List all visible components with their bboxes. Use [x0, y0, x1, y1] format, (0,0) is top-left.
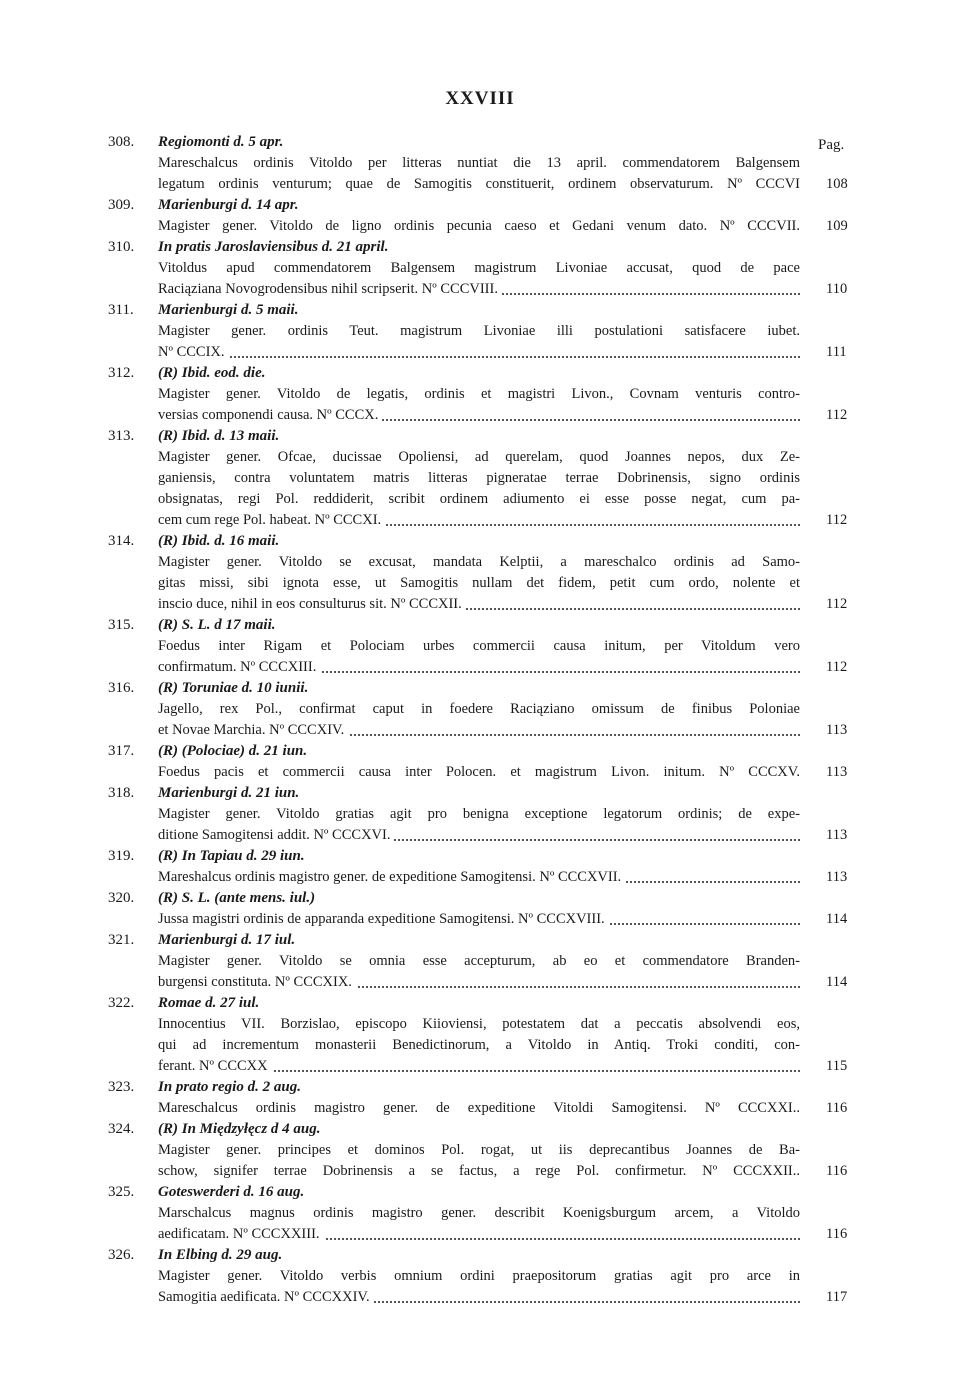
summary-last-line	[158, 1287, 800, 1308]
entry-summary-line	[0, 1224, 960, 1245]
entry-number: 315.	[108, 617, 135, 633]
page-reference: 113	[826, 869, 848, 885]
page-reference: 114	[826, 911, 848, 927]
page-reference: 114	[826, 974, 848, 990]
summary-text: Magister gener. Vitoldo de ligno ordinis pecunia caeso et Gedani venum dato. Nº CCCVII.	[158, 218, 800, 234]
entry-summary-line	[0, 468, 960, 489]
summary-text: Foedus inter Rigam et Polociam urbes commercii causa initum, per Vitoldum vero	[158, 638, 800, 654]
entry-summary-line	[0, 1140, 960, 1161]
summary-text: Magister gener. Vitoldo se omnia esse accepturum, ab eo et commendatore Branden-	[158, 953, 800, 969]
entry-summary-line	[0, 699, 960, 720]
summary-text: Innocentius VII. Borzislao, episcopo Kiioviensi, potestatem dat a peccatis absolvendi eos,	[158, 1016, 800, 1032]
summary-last-line	[158, 279, 800, 300]
entry-place-date: Romae d. 27 iul.	[158, 995, 260, 1011]
summary-text: schow, signifer terrae Dobrinensis a se factus, a rege Pol. confirmetur. Nº CCCXXII..	[158, 1163, 800, 1179]
entry-summary-line	[0, 1203, 960, 1224]
register-entry	[0, 741, 960, 783]
entry-list	[0, 132, 960, 1308]
entry-heading	[0, 531, 960, 552]
summary-text: burgensi constituta. Nº CCCXIX.	[158, 974, 356, 990]
summary-text: cem cum rege Pol. habeat. Nº CCCXI.	[158, 512, 385, 528]
summary-text: obsignatas, regi Pol. reddiderit, scribit ordinem adiumento ei esse posse negat, cum pa-	[158, 491, 800, 507]
entry-summary-line	[0, 972, 960, 993]
summary-text: Magister gener. Vitoldo se excusat, mandata Kelptii, a mareschalco ordinis ad Samo-	[158, 554, 800, 570]
summary-text: qui ad incrementum monasterii Benedictinorum, a Vitoldo in Antiq. Troki conditi, con-	[158, 1037, 800, 1053]
entry-place-date: Marienburgi d. 17 iul.	[158, 932, 296, 948]
entry-summary-line	[0, 447, 960, 468]
entry-summary-line	[0, 1161, 960, 1182]
entry-place-date: (R) S. L. d 17 maii.	[158, 617, 276, 633]
summary-text: et Novae Marchia. Nº CCCXIV.	[158, 722, 348, 738]
entry-place-date: Regiomonti d. 5 apr.	[158, 134, 284, 150]
entry-number: 325.	[108, 1184, 135, 1200]
entry-summary-line	[0, 279, 960, 300]
entry-number: 319.	[108, 848, 135, 864]
entry-number: 318.	[108, 785, 135, 801]
entry-summary-line	[0, 405, 960, 426]
entry-heading	[0, 1245, 960, 1266]
register-entry	[0, 237, 960, 300]
page-reference: 112	[826, 596, 848, 612]
summary-last-line	[158, 1224, 800, 1245]
summary-text: Magister gener. Vitoldo verbis omnium ordini praepositorum gratias agit pro arce in	[158, 1268, 800, 1284]
entry-heading	[0, 237, 960, 258]
entry-heading	[0, 993, 960, 1014]
summary-text: Raciąziana Novogrodensibus nihil scripserit. Nº CCCVIII.	[158, 281, 502, 297]
summary-last-line	[158, 594, 800, 615]
entry-summary-line	[0, 720, 960, 741]
entry-heading	[0, 678, 960, 699]
page-reference: 116	[826, 1226, 848, 1242]
entry-summary-line	[0, 174, 960, 195]
register-entry	[0, 531, 960, 615]
entry-number: 322.	[108, 995, 135, 1011]
entry-heading	[0, 888, 960, 909]
summary-last-line	[158, 762, 800, 783]
summary-last-line	[158, 1098, 800, 1119]
entry-summary-line	[0, 762, 960, 783]
register-entry	[0, 1182, 960, 1245]
entry-place-date: (R) In Tapiau d. 29 iun.	[158, 848, 305, 864]
entry-place-date: (R) In Międzyłęcz d 4 aug.	[158, 1121, 321, 1137]
entry-place-date: In prato regio d. 2 aug.	[158, 1079, 301, 1095]
register-entry	[0, 678, 960, 741]
entry-heading	[0, 1119, 960, 1140]
entry-heading	[0, 846, 960, 867]
entry-summary-line	[0, 216, 960, 237]
entry-summary-line	[0, 867, 960, 888]
page-reference: 112	[826, 659, 848, 675]
summary-last-line	[158, 657, 800, 678]
entry-place-date: Marienburgi d. 21 iun.	[158, 785, 300, 801]
entry-number: 311.	[108, 302, 134, 318]
entry-summary-line	[0, 1266, 960, 1287]
register-entry	[0, 615, 960, 678]
page-numeral: XXVIII	[445, 88, 515, 109]
register-entry	[0, 1077, 960, 1119]
entry-number: 313.	[108, 428, 135, 444]
entry-number: 320.	[108, 890, 135, 906]
entry-summary-line	[0, 1014, 960, 1035]
entry-place-date: (R) Ibid. d. 13 maii.	[158, 428, 280, 444]
entry-heading	[0, 930, 960, 951]
entry-heading	[0, 1077, 960, 1098]
page-reference: 116	[826, 1163, 848, 1179]
summary-last-line	[158, 909, 800, 930]
entry-heading	[0, 1182, 960, 1203]
entry-number: 308.	[108, 134, 135, 150]
entry-place-date: (R) Ibid. eod. die.	[158, 365, 266, 381]
summary-text: confirmatum. Nº CCCXIII.	[158, 659, 320, 675]
entry-summary-line	[0, 1056, 960, 1077]
register-entry	[0, 1119, 960, 1182]
summary-text: aedificatam. Nº CCCXXIII.	[158, 1226, 324, 1242]
entry-summary-line	[0, 258, 960, 279]
entry-number: 316.	[108, 680, 135, 696]
summary-text: Magister gener. Vitoldo de legatis, ordinis et magistri Livon., Covnam venturis contro-	[158, 386, 800, 402]
summary-text: Magister gener. principes et dominos Pol. rogat, ut iis deprecantibus Joannes de Ba-	[158, 1142, 800, 1158]
page-reference: 116	[826, 1100, 848, 1116]
register-entry	[0, 1245, 960, 1308]
entry-number: 324.	[108, 1121, 135, 1137]
register-entry	[0, 195, 960, 237]
entry-summary-line	[0, 321, 960, 342]
entry-place-date: (R) (Polociae) d. 21 iun.	[158, 743, 308, 759]
register-entry	[0, 783, 960, 846]
summary-last-line	[158, 510, 800, 531]
page-reference: 113	[826, 764, 848, 780]
entry-place-date: Marienburgi d. 14 apr.	[158, 197, 299, 213]
summary-last-line	[158, 720, 800, 741]
entry-place-date: (R) S. L. (ante mens. iul.)	[158, 890, 316, 906]
register-entry	[0, 300, 960, 363]
register-entry	[0, 363, 960, 426]
summary-text: Mareschalcus ordinis magistro gener. de expeditione Vitoldi Samogitensi. Nº CCCXXI..	[158, 1100, 800, 1116]
summary-last-line	[158, 972, 800, 993]
entry-number: 326.	[108, 1247, 135, 1263]
summary-text: Foedus pacis et commercii causa inter Polocen. et magistrum Livon. initum. Nº CCCXV.	[158, 764, 800, 780]
entry-number: 317.	[108, 743, 135, 759]
summary-text: Samogitia aedificata. Nº CCCXXIV.	[158, 1289, 374, 1305]
page-reference: 115	[826, 1058, 848, 1074]
entry-place-date: (R) Ibid. d. 16 maii.	[158, 533, 280, 549]
summary-text: Jussa magistri ordinis de apparanda expeditione Samogitensi. Nº CCCXVIII.	[158, 911, 609, 927]
entry-summary-line	[0, 153, 960, 174]
entry-summary-line	[0, 1287, 960, 1308]
entry-summary-line	[0, 825, 960, 846]
summary-last-line	[158, 825, 800, 846]
entry-number: 309.	[108, 197, 135, 213]
entry-place-date: Goteswerderi d. 16 aug.	[158, 1184, 305, 1200]
summary-text: Magister gener. Ofcae, ducissae Opoliensi, ad querelam, quod Joannes nepos, dux Ze-	[158, 449, 800, 465]
page-reference: 109	[826, 218, 848, 234]
entry-place-date: Marienburgi d. 5 maii.	[158, 302, 299, 318]
summary-last-line	[158, 1161, 800, 1182]
entry-number: 312.	[108, 365, 135, 381]
entry-summary-line	[0, 489, 960, 510]
entry-summary-line	[0, 636, 960, 657]
entry-summary-line	[0, 909, 960, 930]
entry-number: 321.	[108, 932, 135, 948]
summary-text: Nº CCCIX.	[158, 344, 229, 360]
entry-summary-line	[0, 657, 960, 678]
entry-place-date: In Elbing d. 29 aug.	[158, 1247, 283, 1263]
summary-text: Magister gener. Vitoldo gratias agit pro benigna exceptione legatorum ordinis; de expe-	[158, 806, 800, 822]
summary-last-line	[158, 174, 800, 195]
entry-place-date: (R) Toruniae d. 10 iunii.	[158, 680, 309, 696]
register-entry	[0, 993, 960, 1077]
entry-heading	[0, 426, 960, 447]
entry-summary-line	[0, 1098, 960, 1119]
entry-summary-line	[0, 384, 960, 405]
summary-last-line	[158, 867, 800, 888]
summary-text: Mareshalcus ordinis magistro gener. de expeditione Samogitensi. Nº CCCXVII.	[158, 869, 625, 885]
entry-heading	[0, 132, 960, 153]
entry-heading	[0, 363, 960, 384]
entry-summary-line	[0, 342, 960, 363]
entry-place-date: In pratis Jaroslaviensibus d. 21 april.	[158, 239, 389, 255]
entry-summary-line	[0, 1035, 960, 1056]
entry-heading	[0, 195, 960, 216]
dot-leader	[158, 356, 800, 358]
entry-summary-line	[0, 573, 960, 594]
page-reference: 110	[826, 281, 848, 297]
summary-text: versias componendi causa. Nº CCCX.	[158, 407, 382, 423]
entry-number: 310.	[108, 239, 135, 255]
entry-number: 323.	[108, 1079, 135, 1095]
entry-summary-line	[0, 510, 960, 531]
page-reference: 108	[826, 176, 848, 192]
register-entry	[0, 930, 960, 993]
summary-text: inscio duce, nihil in eos consulturus sit. Nº CCCXII.	[158, 596, 466, 612]
summary-text: ganiensis, contra voluntatem matris litteras pigneratae terrae Dobrinensis, signo ordinis	[158, 470, 800, 486]
summary-text: ferant. Nº CCCXX	[158, 1058, 272, 1074]
entry-number: 314.	[108, 533, 135, 549]
entry-summary-line	[0, 951, 960, 972]
summary-last-line	[158, 216, 800, 237]
page-reference: 113	[826, 722, 848, 738]
summary-text: ditione Samogitensi addit. Nº CCCXVI.	[158, 827, 394, 843]
summary-text: Jagello, rex Pol., confirmat caput in foedere Raciąziano omissum de finibus Poloniae	[158, 701, 800, 717]
summary-last-line	[158, 1056, 800, 1077]
page-reference: 117	[826, 1289, 848, 1305]
entry-summary-line	[0, 594, 960, 615]
summary-text: gitas missi, sibi ignota esse, ut Samogitis nullam det fidem, petit cum ordo, nolente et	[158, 575, 800, 591]
register-entry	[0, 132, 960, 195]
summary-text: legatum ordinis venturum; quae de Samogitis constituerit, ordinem observaturum. Nº CCCVI	[158, 176, 800, 192]
entry-summary-line	[0, 804, 960, 825]
register-entry	[0, 846, 960, 888]
entry-summary-line	[0, 552, 960, 573]
summary-text: Magister gener. ordinis Teut. magistrum Livoniae illi postulationi satisfacere iubet.	[158, 323, 800, 339]
summary-text: Mareschalcus ordinis Vitoldo per litteras nuntiat die 13 april. commendatorem Balgensem	[158, 155, 800, 171]
page-reference: 113	[826, 827, 848, 843]
entry-heading	[0, 741, 960, 762]
pag-column-label: Pag.	[818, 137, 845, 153]
summary-text: Marschalcus magnus ordinis magistro gener. describit Koenigsburgum arcem, a Vitoldo	[158, 1205, 800, 1221]
entry-heading	[0, 783, 960, 804]
register-entry	[0, 888, 960, 930]
entry-heading	[0, 300, 960, 321]
summary-last-line	[158, 342, 800, 363]
page-reference: 111	[826, 344, 847, 360]
register-entry	[0, 426, 960, 531]
summary-text: Vitoldus apud commendatorem Balgensem magistrum Livoniae accusat, quod de pace	[158, 260, 800, 276]
summary-last-line	[158, 405, 800, 426]
page-reference: 112	[826, 407, 848, 423]
entry-heading	[0, 615, 960, 636]
page-reference: 112	[826, 512, 848, 528]
